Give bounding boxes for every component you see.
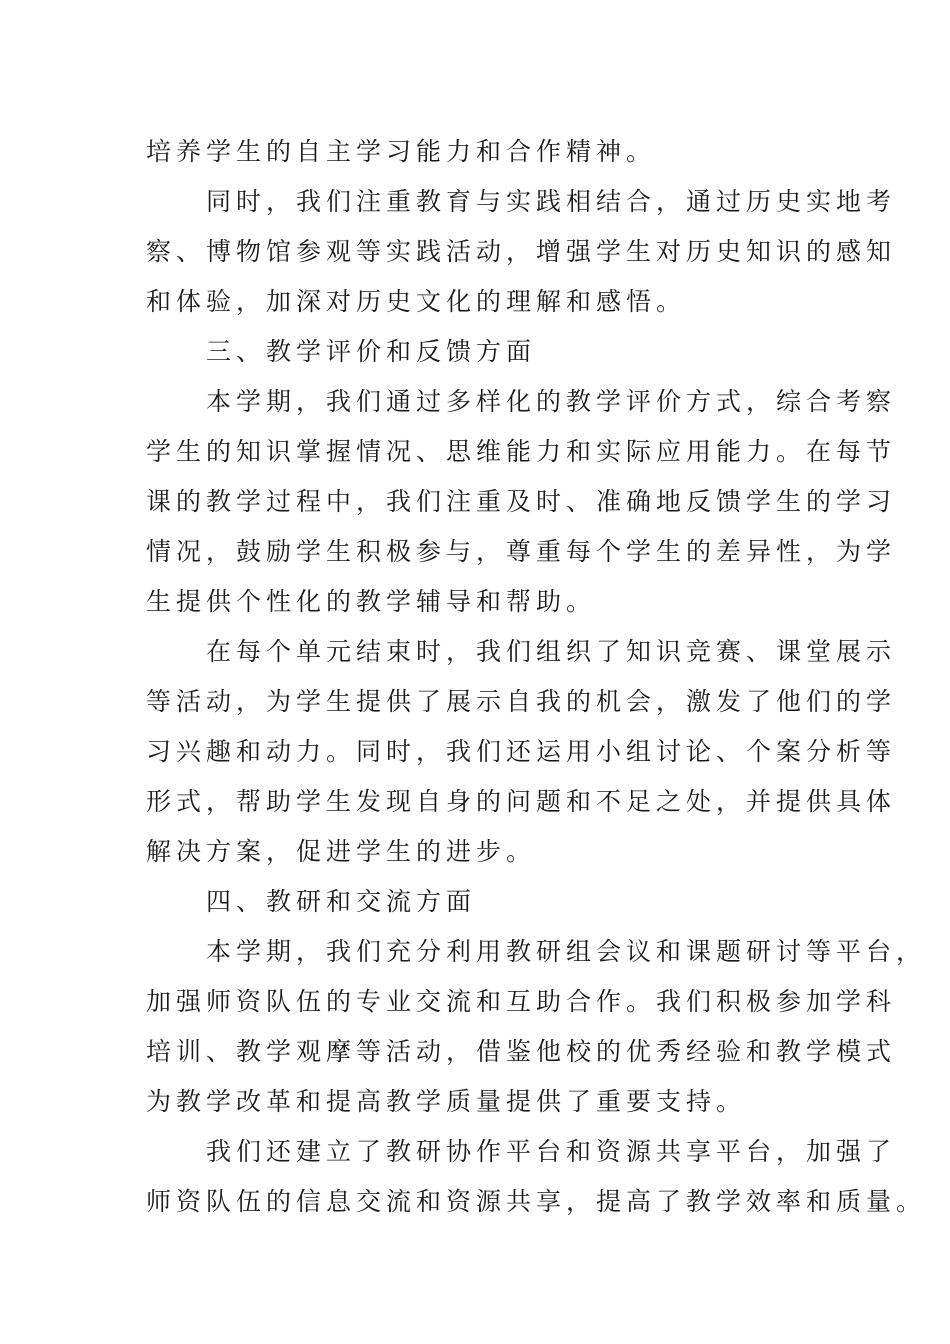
text-line: 解决方案，促进学生的进步。 (146, 837, 537, 866)
section-heading: 三、教学评价和反馈方面 (146, 337, 537, 366)
text-line: 为教学改革和提高教学质量提供了重要支持。 (146, 1087, 747, 1116)
text-line: 培养学生的自主学习能力和合作精神。 (146, 137, 657, 166)
text-line: 同时，我们注重教育与实践相结合，通过历史实地考 (146, 187, 897, 216)
text-line: 我们还建立了教研协作平台和资源共享平台，加强了 (146, 1137, 897, 1166)
text-line: 习兴趣和动力。同时，我们还运用小组讨论、个案分析等 (146, 737, 897, 766)
text-line: 本学期，我们通过多样化的教学评价方式，综合考察 (146, 387, 897, 416)
section-heading: 四、教研和交流方面 (146, 887, 477, 916)
text-line: 加强师资队伍的专业交流和互助合作。我们积极参加学科 (146, 987, 897, 1016)
text-line: 学生的知识掌握情况、思维能力和实际应用能力。在每节 (146, 437, 897, 466)
text-line: 师资队伍的信息交流和资源共享，提高了教学效率和质量。 (146, 1187, 927, 1216)
text-line: 形式，帮助学生发现自身的问题和不足之处，并提供具体 (146, 787, 897, 816)
text-line: 察、博物馆参观等实践活动，增强学生对历史知识的感知 (146, 237, 897, 266)
text-line: 等活动，为学生提供了展示自我的机会，激发了他们的学 (146, 687, 897, 716)
document-body (146, 127, 927, 1227)
text-line: 和体验，加深对历史文化的理解和感悟。 (146, 287, 687, 316)
text-line: 在每个单元结束时，我们组织了知识竞赛、课堂展示 (146, 637, 897, 666)
text-line: 课的教学过程中，我们注重及时、准确地反馈学生的学习 (146, 487, 897, 516)
text-line: 情况，鼓励学生积极参与，尊重每个学生的差异性，为学 (146, 537, 897, 566)
text-line: 生提供个性化的教学辅导和帮助。 (146, 587, 597, 616)
text-line: 培训、教学观摩等活动，借鉴他校的优秀经验和教学模式 (146, 1037, 897, 1066)
text-line: 本学期，我们充分利用教研组会议和课题研讨等平台， (146, 937, 927, 966)
